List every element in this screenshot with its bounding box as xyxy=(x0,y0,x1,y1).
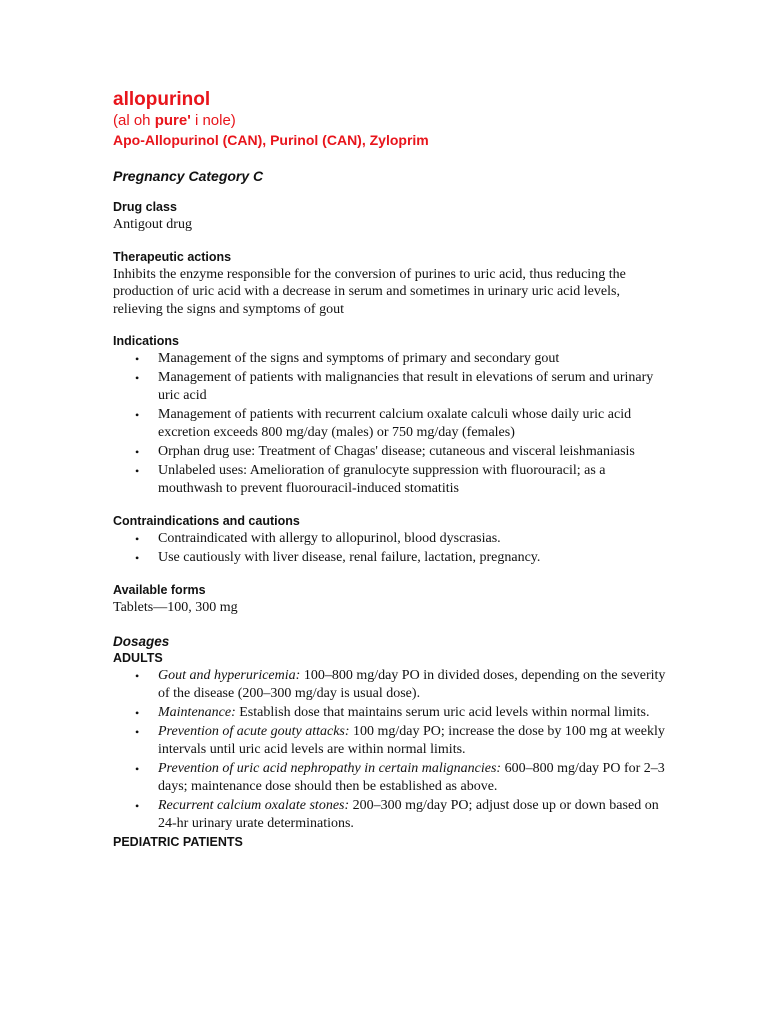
dosage-text: 200–300 mg/day PO; adjust dose up or down based on 24-hr urinary urate determinations. xyxy=(158,797,659,831)
pronunciation xyxy=(113,112,673,130)
list-item xyxy=(113,797,673,833)
dosage-term: Gout and hyperuricemia: xyxy=(158,667,301,683)
indications-list xyxy=(113,350,673,498)
list-item xyxy=(113,667,673,703)
list-item: • Unlabeled uses: Amelioration of granulocyte suppression with fluorouracil; as a mouthwash to prevent fluorouracil-induced stomatitis xyxy=(135,463,606,496)
bullet-icon: • xyxy=(135,408,140,422)
list-item: • Use cautiously with liver disease, renal failure, lactation, pregnancy. xyxy=(135,550,541,565)
therapeutic-text: Inhibits the enzyme responsible for the conversion of purines to uric acid, thus reducing the production of uric acid with a decrease in serum and sometimes in urinary uric acid levels, relieving the signs and symptoms of gout xyxy=(113,266,626,317)
pregnancy-category: Pregnancy Category C xyxy=(113,168,264,184)
dosage-text: 100–800 mg/day PO in divided doses, depending on the severity of the disease (200–300 mg/day is usual dose). xyxy=(158,667,666,701)
contraindications-list xyxy=(113,530,673,567)
bullet-icon: • xyxy=(135,668,140,683)
pediatric-heading: PEDIATRIC PATIENTS xyxy=(113,834,243,849)
dosage-text: 600–800 mg/day PO for 2–3 days; maintenance dose should then be established as above. xyxy=(158,760,665,794)
forms-heading: Available forms xyxy=(113,583,206,597)
bullet-icon: • xyxy=(135,724,140,739)
dosage-term: Prevention of acute gouty attacks: xyxy=(158,723,350,739)
adults-heading: ADULTS xyxy=(113,650,163,665)
dosage-term: Recurrent calcium oxalate stones: xyxy=(158,797,350,813)
bullet-icon: • xyxy=(135,532,140,546)
pronunciation-stress: pure' xyxy=(154,112,191,129)
brand-names: Apo-Allopurinol (CAN), Purinol (CAN), Zyloprim xyxy=(113,132,429,148)
bullet-icon: • xyxy=(135,798,140,813)
pronunciation-prefix: (al oh xyxy=(113,112,155,129)
list-item: • Contraindicated with allergy to allopurinol, blood dyscrasias. xyxy=(135,531,501,546)
bullet-icon: • xyxy=(135,464,140,478)
list-item xyxy=(113,704,673,722)
drug-title: allopurinol xyxy=(113,89,211,110)
dosage-term: Prevention of uric acid nephropathy in certain malignancies: xyxy=(158,760,502,776)
bullet-icon: • xyxy=(135,371,140,385)
list-item xyxy=(113,723,673,759)
drug-class-text: Antigout drug xyxy=(113,217,192,232)
list-item: • Management of patients with malignancies that result in elevations of serum and urinary uric acid xyxy=(135,370,654,403)
forms-text: Tablets—100, 300 mg xyxy=(113,600,238,615)
bullet-icon: • xyxy=(135,761,140,776)
dosages-heading: Dosages xyxy=(113,633,170,649)
bullet-icon: • xyxy=(135,352,140,366)
list-item xyxy=(113,760,673,796)
list-item: • Orphan drug use: Treatment of Chagas' disease; cutaneous and visceral leishmaniasis xyxy=(135,444,635,459)
pronunciation-suffix: i nole) xyxy=(190,112,236,129)
list-item: • Management of the signs and symptoms of primary and secondary gout xyxy=(135,351,560,366)
bullet-icon: • xyxy=(135,445,140,459)
therapeutic-heading: Therapeutic actions xyxy=(113,249,232,264)
dosage-text: 100 mg/day PO; increase the dose by 100 mg at weekly intervals until uric acid levels are within normal limits. xyxy=(158,723,665,757)
bullet-icon: • xyxy=(135,551,140,565)
indications-heading: Indications xyxy=(113,334,179,348)
contraindications-heading: Contraindications and cautions xyxy=(113,514,300,528)
dosage-term: Maintenance: xyxy=(158,704,236,720)
adult-dosage-list xyxy=(113,667,673,833)
list-item: • Management of patients with recurrent calcium oxalate calculi whose daily uric acid excretion exceeds 800 mg/day (males) or 750 mg/day (females) xyxy=(135,407,632,440)
dosage-text: Establish dose that maintains serum uric acid levels within normal limits. xyxy=(235,704,650,720)
monograph xyxy=(113,88,673,851)
bullet-icon: • xyxy=(135,705,140,720)
drug-class-heading: Drug class xyxy=(113,200,177,214)
